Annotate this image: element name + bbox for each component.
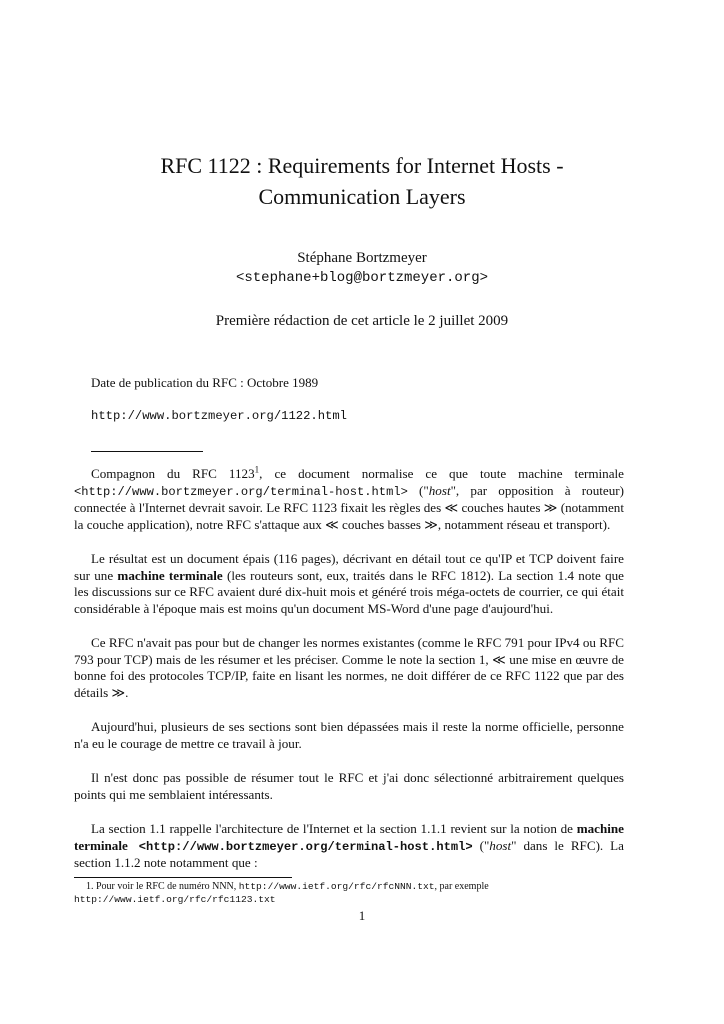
text: " dans le RFC). La section 1.1.2 note notamment que : xyxy=(74,837,624,870)
author-name: Stéphane Bortzmeyer xyxy=(297,250,427,266)
paragraph-6 xyxy=(74,821,624,872)
article-body xyxy=(74,466,624,890)
paragraph-3: Ce RFC n'avait pas pour but de changer les normes existantes (comme le RFC 791 pour IPv4 ou RFC 793 pour TCP) mais de les résumer et les préciser. Comme le note la section 1, ≪ une mise en œuvre de bonne foi des protocoles TCP/IP, faite en lisant les normes, ne doit différer de ce RFC 1122 que par des détails ≫. xyxy=(74,635,624,700)
paragraph-5: Il n'est donc pas possible de résumer tout le RFC et j'ai donc sélectionné arbitrairement quelques points qui me semblaient intéressants. xyxy=(74,770,624,802)
rfc-url-pattern[interactable]: http://www.ietf.org/rfc/rfcNNN.txt xyxy=(238,881,435,892)
text: (" xyxy=(407,482,429,498)
text: , ce document normalise ce que toute machine terminale xyxy=(259,466,624,481)
text: (" xyxy=(472,837,490,853)
text: 1. Pour voir le RFC de numéro NNN, xyxy=(86,881,239,892)
text: La section 1.1 rappelle l'architecture de l'Internet et la section 1.1.1 revient sur la notion de xyxy=(91,821,577,836)
footnote-marker[interactable]: 1 xyxy=(254,464,260,475)
first-written-date: Première rédaction de cet article le 2 juillet 2009 xyxy=(215,313,509,329)
host-term: host xyxy=(489,837,512,853)
footnote-divider xyxy=(74,877,292,878)
bold-term: machine terminale xyxy=(117,567,223,583)
text: Compagnon du RFC 1123 xyxy=(91,466,255,481)
text: , par exemple xyxy=(434,881,489,892)
text: Le résultat est un document épais (116 pages), décrivant en détail tout ce qu'IP et TCP doivent faire sur une xyxy=(74,551,624,583)
text: ", par opposition à routeur) connectée à l'Internet devrait savoir. Le RFC 1123 fixait les règles des ≪ couches hautes ≫ (notamment la couche application), notre RFC s'attaque aux ≪ couches basses ≫, notamment réseau et transport). xyxy=(74,482,624,532)
author-block xyxy=(0,248,724,288)
text: (les routeurs sont, eux, traités dans le RFC 1812). La section 1.4 note que les discussions sur ce RFC avaient duré dix-huit mois et généré trois méga-octets de courrier, ce qui était considérable à l'époque mais est moins qu'un document MS-Word d'une page d'aujourd'hui. xyxy=(74,567,624,616)
bold-term[interactable]: machine terminale xyxy=(74,821,624,853)
rfc1123-link[interactable]: http://www.ietf.org/rfc/rfc1123.txt xyxy=(74,894,276,905)
page-title: RFC 1122 : Requirements for Internet Hosts - Communication Layers xyxy=(160,153,564,209)
page-number: 1 xyxy=(358,908,366,923)
author-email: <stephane+blog@bortzmeyer.org> xyxy=(235,270,489,286)
paragraph-4: Aujourd'hui, plusieurs de ses sections sont bien dépassées mais il reste la norme officielle, personne n'a eu le courage de mettre ce travail à jour. xyxy=(74,719,624,751)
paragraph-1 xyxy=(74,466,624,533)
header-divider xyxy=(91,451,203,452)
terminal-host-link[interactable]: <http://www.bortzmeyer.org/terminal-host.html> xyxy=(127,839,473,854)
terminal-host-link[interactable]: <http://www.bortzmeyer.org/terminal-host.html> xyxy=(74,484,408,499)
host-term: host xyxy=(428,482,451,498)
footnote xyxy=(74,880,624,906)
paragraph-2 xyxy=(74,551,624,617)
publication-date: Date de publication du RFC : Octobre 1989 xyxy=(91,375,319,390)
article-url[interactable]: http://www.bortzmeyer.org/1122.html xyxy=(91,409,347,423)
